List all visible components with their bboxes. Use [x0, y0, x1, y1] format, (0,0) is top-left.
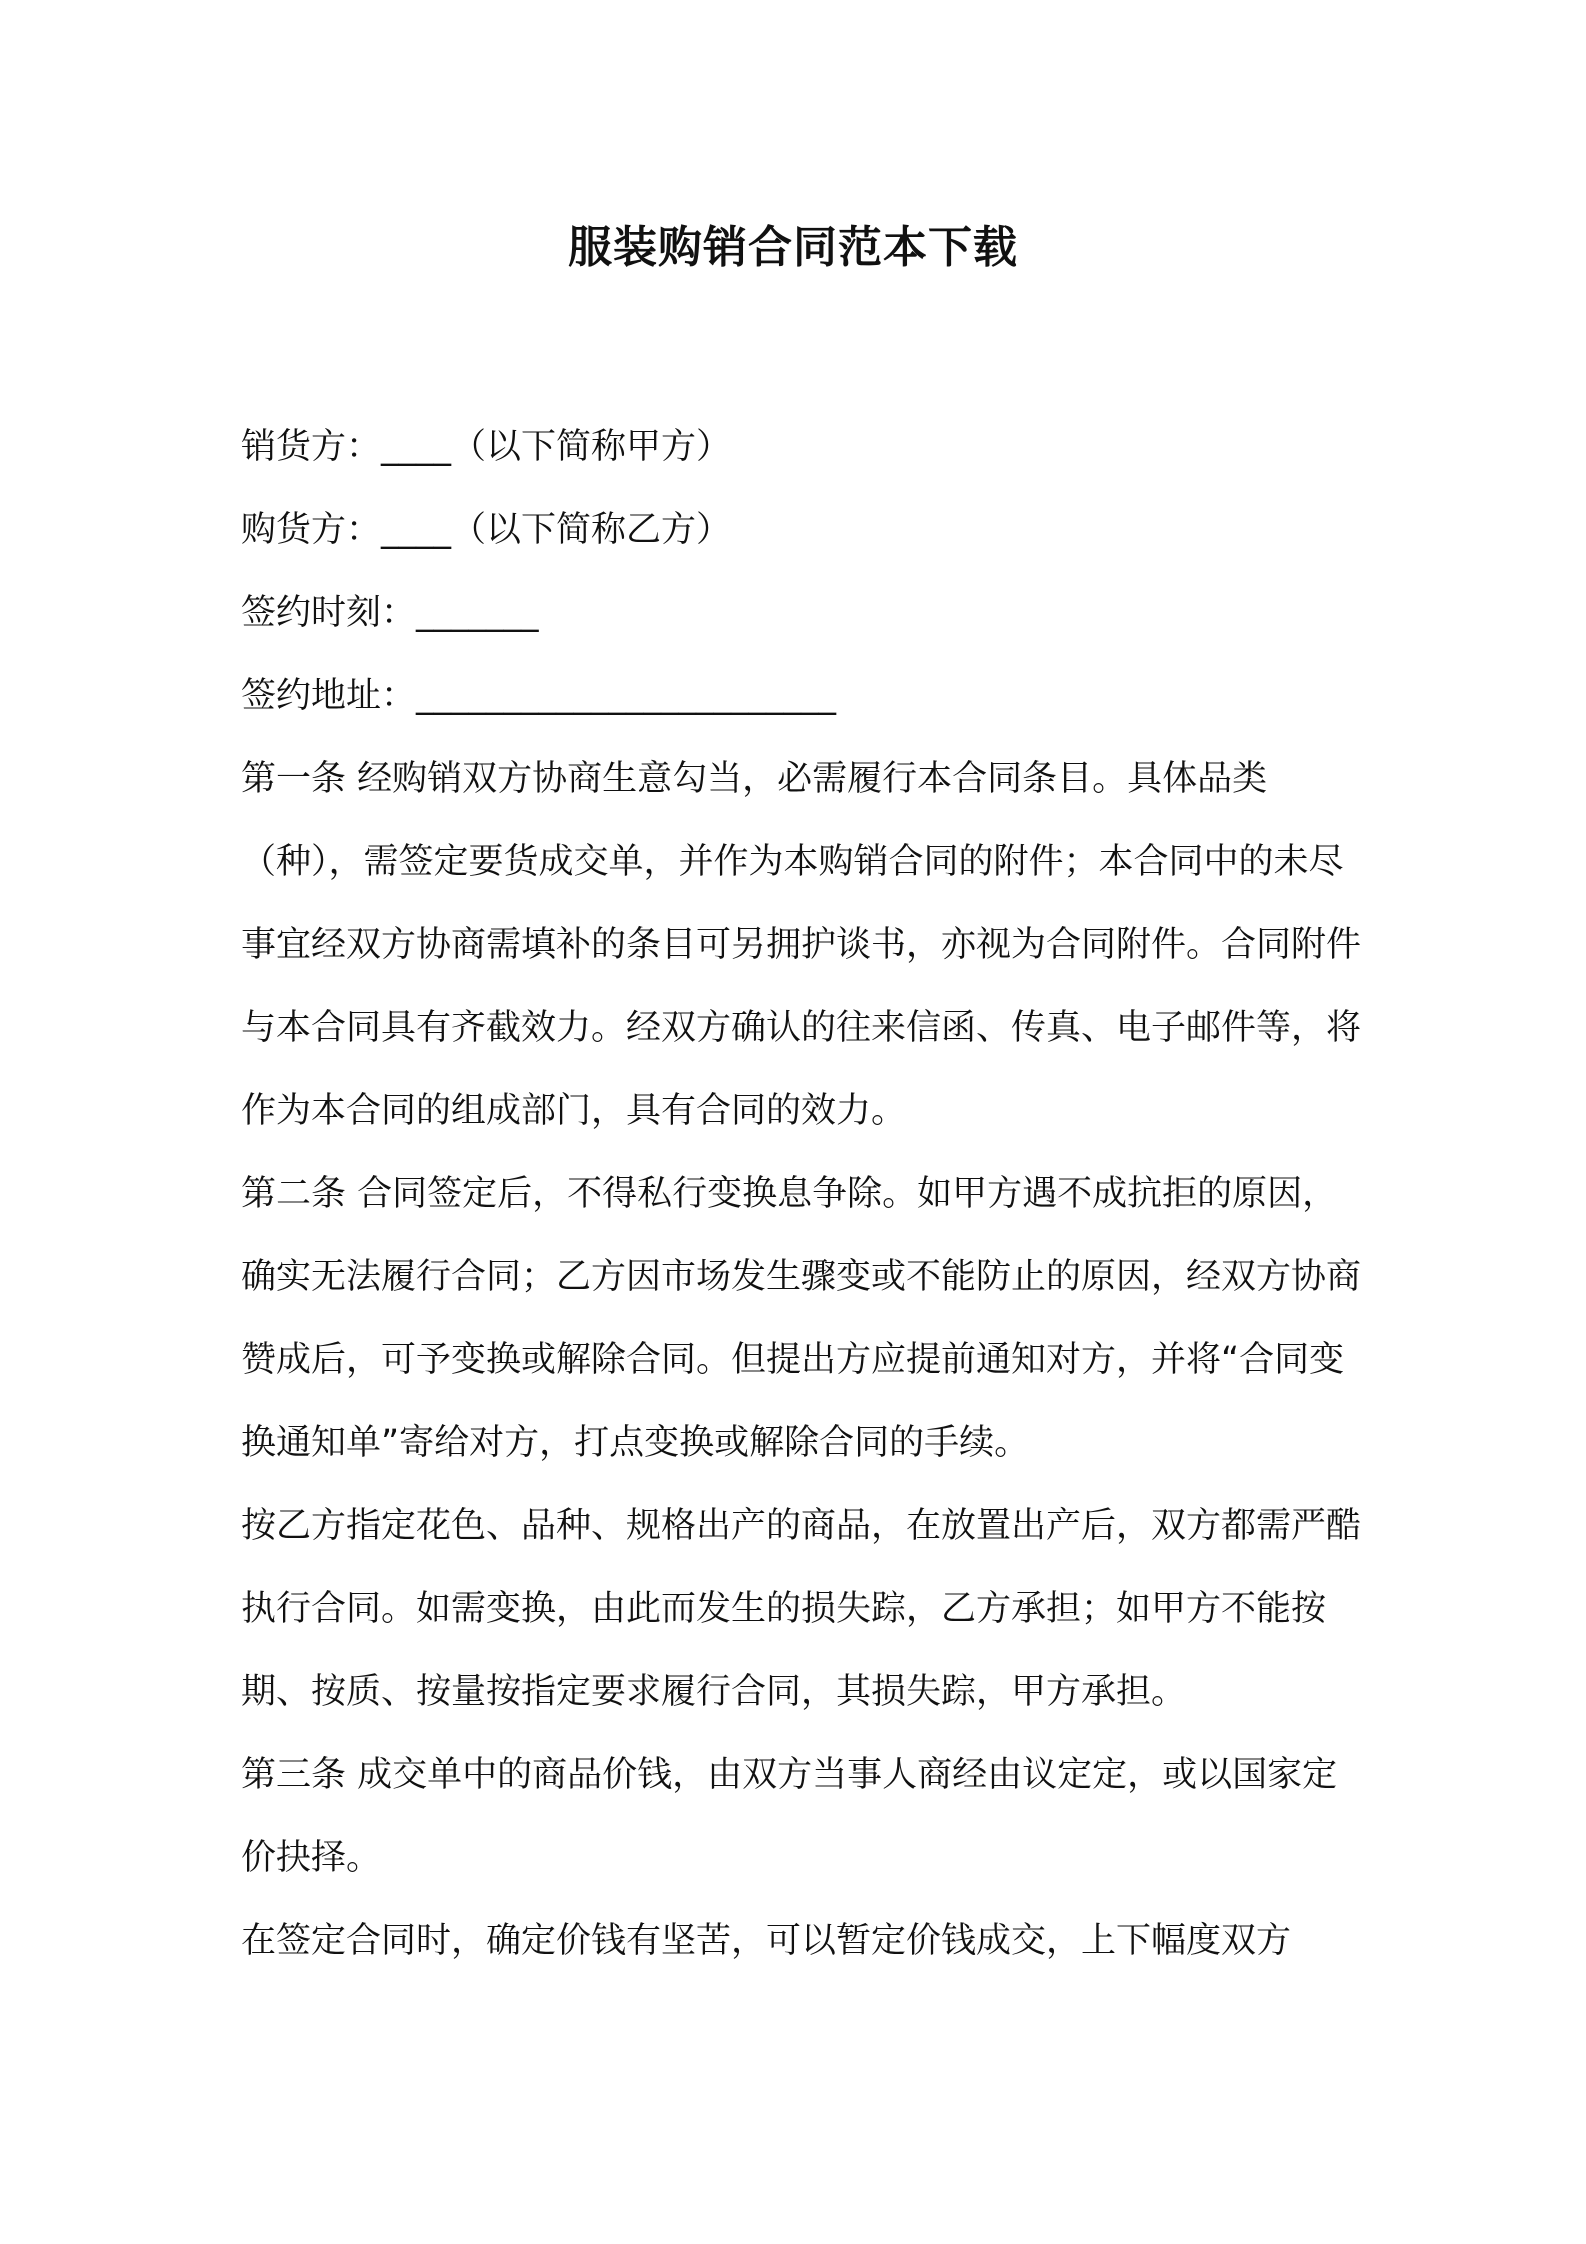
signing-address-field: 签约地址：________________________ [241, 676, 837, 716]
signing-time-field: 签约时刻：_______ [241, 593, 539, 633]
seller-field: 销货方：____（以下简称甲方） [241, 427, 732, 467]
document-title: 服装购销合同范本下载 [568, 222, 1018, 273]
article-three-paragraph: 第三条 成交单中的商品价钱，由双方当事人商经由议定定，或以国家定价抉择。 [241, 1755, 1338, 1878]
contract-body [241, 406, 1361, 1983]
article-one-paragraph: 第一条 经购销双方协商生意勾当，必需履行本合同条目。具体品类（种），需签定要货成交单，并作为本购销合同的附件；本合同中的未尽事宜经双方协商需填补的条目可另拥护谈书，亦视为合同附件。合同附件与本合同具有齐截效力。经双方确认的往来信函、传真、电子邮件等，将作为本合同的组成部门，具有合同的效力。 [241, 759, 1362, 1131]
article-two-paragraph: 第二条 合同签定后，不得私行变换息争除。如甲方遇不成抗拒的原因，确实无法履行合同；乙方因市场发生骤变或不能防止的原因，经双方协商赞成后，可予变换或解除合同。但提出方应提前通知对方，并将“合同变换通知单”寄给对方，打点变换或解除合同的手续。 [241, 1174, 1362, 1463]
buyer-spec-paragraph: 按乙方指定花色、品种、规格出产的商品，在放置出产后，双方都需严酷执行合同。如需变换，由此而发生的损失踪，乙方承担；如甲方不能按期、按质、按量按指定要求履行合同，其损失踪，甲方承担。 [241, 1506, 1362, 1712]
buyer-field: 购货方：____（以下简称乙方） [241, 510, 732, 550]
pricing-paragraph: 在签定合同时，确定价钱有坚苦，可以暂定价钱成交，上下幅度双方 [241, 1921, 1292, 1961]
